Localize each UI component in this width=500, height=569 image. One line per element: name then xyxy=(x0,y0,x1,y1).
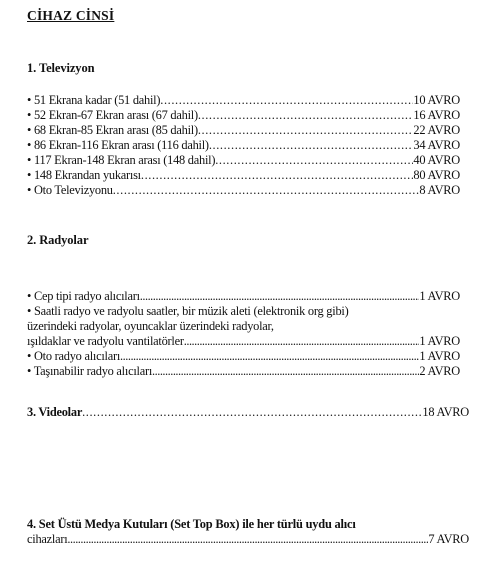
price-row-label: • Oto Televizyonu xyxy=(27,183,113,197)
price-row-text-line: • Saatli radyo ve radyolu saatler, bir müzik aleti (elektronik org gibi) xyxy=(27,304,349,318)
dot-leader xyxy=(198,108,414,122)
price-row xyxy=(27,168,460,182)
dot-leader xyxy=(120,349,419,363)
price-row-label: • 68 Ekran-85 Ekran arası (85 dahil) xyxy=(27,123,198,137)
document-title: CİHAZ CİNSİ xyxy=(27,8,115,23)
price-value: 8 AVRO xyxy=(419,183,460,197)
price-value: 2 AVRO xyxy=(419,364,460,378)
price-row-label: • Oto radyo alıcıları xyxy=(27,349,121,363)
price-value: 40 AVRO xyxy=(413,153,460,167)
price-row xyxy=(27,364,460,378)
dot-leader xyxy=(215,153,413,167)
price-row-videolar xyxy=(27,405,469,419)
price-value: 1 AVRO xyxy=(419,334,460,348)
dot-leader xyxy=(141,168,414,182)
price-row xyxy=(27,138,460,152)
price-row-text-line: üzerindeki radyolar, oyuncaklar üzerindeki radyolar, xyxy=(27,319,274,333)
dot-leader xyxy=(113,183,420,197)
section-heading-televizyon: 1. Televizyon xyxy=(27,61,95,75)
dot-leader xyxy=(152,364,419,378)
price-value: 18 AVRO xyxy=(422,405,469,419)
price-row-label: • Cep tipi radyo alıcıları xyxy=(27,289,140,303)
price-row-label: • Taşınabilir radyo alıcıları xyxy=(27,364,153,378)
dot-leader xyxy=(82,405,422,419)
price-row xyxy=(27,153,460,167)
price-value: 1 AVRO xyxy=(419,289,460,303)
section-heading-set-top-box: 4. Set Üstü Medya Kutuları (Set Top Box) ile her türlü uydu alıcı xyxy=(27,517,356,531)
price-row xyxy=(27,334,460,348)
price-row-set-top-box xyxy=(27,532,469,546)
price-row xyxy=(27,289,460,303)
price-row xyxy=(27,349,460,363)
price-value: 34 AVRO xyxy=(413,138,460,152)
price-row-label: • 117 Ekran-148 Ekran arası (148 dahil) xyxy=(27,153,216,167)
price-row xyxy=(27,123,460,137)
price-value: 1 AVRO xyxy=(419,349,460,363)
price-value: 22 AVRO xyxy=(413,123,460,137)
dot-leader xyxy=(160,93,413,107)
price-row-label: • 148 Ekrandan yukarısı xyxy=(27,168,141,182)
dot-leader xyxy=(198,123,414,137)
price-value: 7 AVRO xyxy=(428,532,469,546)
price-row-label: • 51 Ekrana kadar (51 dahil) xyxy=(27,93,161,107)
price-row xyxy=(27,108,460,122)
section-heading-radyolar: 2. Radyolar xyxy=(27,233,89,247)
dot-leader xyxy=(184,334,420,348)
price-value: 10 AVRO xyxy=(413,93,460,107)
price-row-label: • 52 Ekran-67 Ekran arası (67 dahil) xyxy=(27,108,198,122)
dot-leader xyxy=(67,532,428,546)
price-value: 16 AVRO xyxy=(413,108,460,122)
dot-leader xyxy=(209,138,414,152)
price-row xyxy=(27,183,460,197)
price-row xyxy=(27,93,460,107)
price-row-label: • 86 Ekran-116 Ekran arası (116 dahil) xyxy=(27,138,209,152)
price-row-label: ışıldaklar ve radyolu vantilatörler xyxy=(27,334,184,348)
price-row-label: cihazları xyxy=(27,532,68,546)
price-value: 80 AVRO xyxy=(413,168,460,182)
dot-leader xyxy=(140,289,420,303)
section-heading-videolar: 3. Videolar xyxy=(27,405,83,419)
